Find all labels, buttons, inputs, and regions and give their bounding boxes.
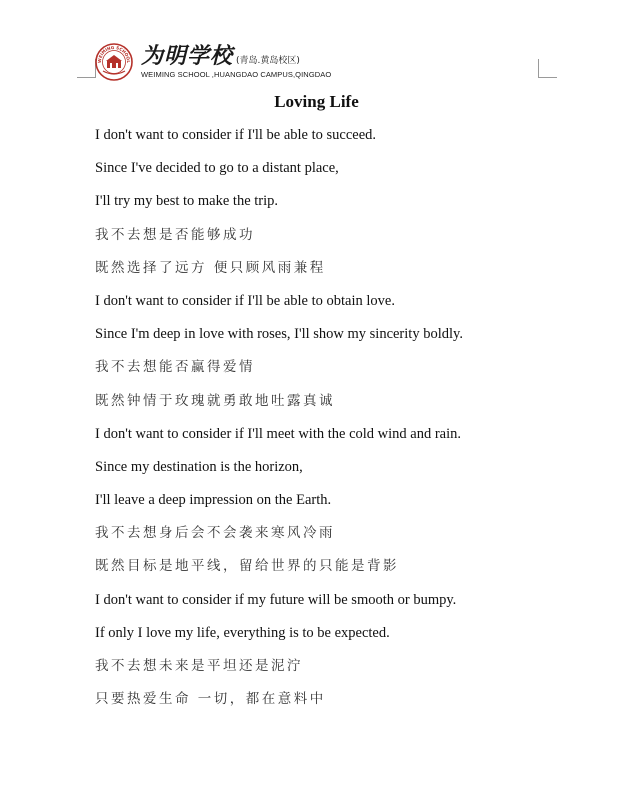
poem-line-chinese: 只要热爱生命 一切，都在意料中 <box>95 691 326 708</box>
poem-body <box>95 125 463 722</box>
poem-line-chinese: 既然目标是地平线，留给世界的只能是背影 <box>95 558 399 575</box>
poem-line-english: I don't want to consider if I'll be able to obtain love. <box>95 292 395 309</box>
margin-corner-mark-right <box>538 59 557 78</box>
poem-line-chinese: 既然选择了远方 便只顾风雨兼程 <box>95 259 326 276</box>
poem-line-english: If only I love my life, everything is to be expected. <box>95 624 390 641</box>
school-name-block <box>141 45 331 79</box>
poem-line-english: I don't want to consider if my future will be smooth or bumpy. <box>95 591 457 608</box>
poem-line-english: Since I'm deep in love with roses, I'll show my sincerity boldly. <box>95 326 463 343</box>
school-name-en: WEIMING SCHOOL ,HUANGDAO CAMPUS,QINGDAO <box>141 70 332 79</box>
svg-text:WEIMING SCHOOL: WEIMING SCHOOL <box>96 44 132 64</box>
campus-name-cn: (青岛.黄岛校区) <box>236 56 300 66</box>
margin-corner-mark-left <box>77 59 96 78</box>
poem-line-chinese: 既然钟情于玫瑰就勇敢地吐露真诚 <box>95 392 335 409</box>
poem-title: Loving Life <box>274 92 359 111</box>
poem-line-english: Since my destination is the horizon, <box>95 458 303 475</box>
poem-line-english: I don't want to consider if I'll meet with the cold wind and rain. <box>95 425 462 442</box>
school-name-cn: 为明学校 <box>141 43 234 69</box>
school-seal-logo <box>95 43 133 81</box>
poem-line-english: I'll leave a deep impression on the Earth. <box>95 492 332 509</box>
poem-line-english: I don't want to consider if I'll be able to succeed. <box>95 127 377 143</box>
poem-line-english: I'll try my best to make the trip. <box>95 193 279 210</box>
school-letterhead <box>95 42 331 82</box>
poem-line-chinese: 我不去想能否赢得爱情 <box>95 359 255 376</box>
poem-line-chinese: 我不去想身后会不会袭来寒风冷雨 <box>95 525 335 542</box>
poem-line-chinese: 我不去想是否能够成功 <box>95 226 255 243</box>
poem-line-chinese: 我不去想未来是平坦还是泥泞 <box>95 658 303 674</box>
poem-line-english: Since I've decided to go to a distant place, <box>95 160 339 177</box>
